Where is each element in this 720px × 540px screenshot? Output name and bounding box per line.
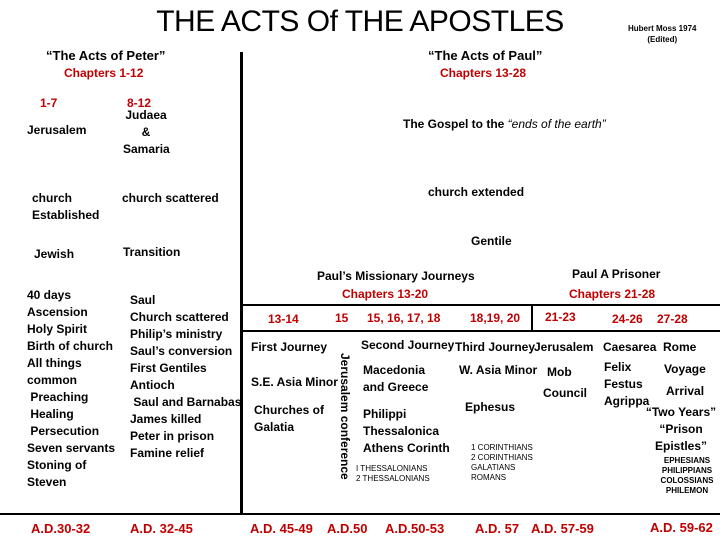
journeys-heading: Paul’s Missionary Journeys: [317, 269, 475, 283]
jerusalem-events: [27, 287, 115, 491]
event-item: common: [27, 373, 78, 387]
gospel-italic: “ends of the earth”: [507, 117, 606, 131]
third-journey-region: W. Asia Minor: [459, 363, 538, 377]
event-item: Ascension: [27, 305, 88, 319]
event-item: Stoning of: [27, 458, 87, 472]
event-item: Preaching: [27, 390, 89, 404]
peter-chapters: Chapters 1-12: [64, 66, 144, 80]
gospel-prefix: The Gospel to the: [403, 117, 508, 131]
event-item: Seven servants: [27, 441, 116, 455]
event-item: Saul and Barnabas: [130, 395, 242, 409]
first-journey-region: S.E. Asia Minor: [251, 375, 338, 389]
third-journey-city: Ephesus: [465, 400, 516, 414]
journeys-divider-ranges: [240, 330, 720, 332]
date-judaea: A.D. 32-45: [130, 521, 193, 536]
church-established: church Established: [32, 191, 100, 222]
date-jerusalem-caesarea: A.D. 57-59: [531, 521, 594, 536]
rome-title: Rome: [663, 340, 697, 354]
range-15-18: 15, 16, 17, 18: [367, 311, 441, 325]
event-item: Steven: [27, 475, 67, 489]
peter-heading: “The Acts of Peter”: [46, 48, 166, 63]
dates-divider: [0, 513, 720, 515]
event-item: Antioch: [130, 378, 175, 392]
date-conference: A.D.50: [327, 521, 368, 536]
church-extended: church extended: [428, 185, 525, 199]
judaea-events: [130, 292, 241, 462]
event-item: Birth of church: [27, 339, 113, 353]
date-first-journey: A.D. 45-49: [250, 521, 313, 536]
date-rome: A.D. 59-62: [650, 520, 713, 535]
range-13-14: 13-14: [268, 312, 299, 326]
range-18-20: 18,19, 20: [470, 311, 521, 325]
rome-arrival: Arrival: [666, 384, 705, 398]
page-title: THE ACTS Of THE APOSTLES: [156, 5, 564, 38]
peter-range-1: 1-7: [40, 96, 58, 110]
second-journey-cities: Philippi Thessalonica Athens Corinth: [363, 407, 450, 455]
event-item: Saul: [130, 293, 156, 307]
range-15: 15: [335, 311, 349, 325]
date-second-journey: A.D.50-53: [385, 521, 445, 536]
place-judaea-samaria: Judaea & Samaria: [123, 108, 170, 156]
author-credit: Hubert Moss 1974 (Edited): [628, 24, 697, 44]
event-item: Persecution: [27, 424, 100, 438]
event-item: Saul’s conversion: [130, 344, 233, 358]
people-transition: Transition: [123, 245, 181, 259]
journeys-divider-top: [240, 304, 720, 306]
prisoner-heading: Paul A Prisoner: [572, 267, 661, 281]
paul-chapters: Chapters 13-28: [440, 66, 527, 80]
event-item: Famine relief: [130, 446, 205, 460]
third-journey-title: Third Journey: [455, 340, 536, 354]
second-journey-region: Macedonia and Greece: [363, 363, 429, 394]
caesarea-people: Felix Festus Agrippa: [604, 360, 650, 408]
rome-voyage: Voyage: [664, 362, 706, 376]
caesarea-title: Caesarea: [603, 340, 657, 354]
event-item: 40 days: [27, 288, 72, 302]
second-journey-letters: I THESSALONIANS 2 THESSALONIANS: [356, 464, 430, 483]
prisoner-chapters: Chapters 21-28: [569, 287, 656, 301]
rome-letters: EPHESIANS PHILIPPIANS COLOSSIANS PHILEMON: [660, 456, 714, 495]
date-third-journey: A.D. 57: [475, 521, 520, 536]
people-gentile: Gentile: [471, 234, 512, 248]
jerusalem-conference: Jerusalem conference: [338, 353, 352, 480]
jerusalem-mob: Mob: [547, 365, 572, 379]
church-scattered: church scattered: [122, 191, 219, 205]
event-item: Philip’s ministry: [130, 327, 223, 341]
paul-heading: “The Acts of Paul”: [428, 48, 543, 63]
third-journey-letters: 1 CORINTHIANS 2 CORINTHIANS GALATIANS ROMANS: [471, 443, 533, 482]
second-journey-title: Second Journey: [361, 338, 455, 352]
event-item: James killed: [130, 412, 202, 426]
rome-prison-epistles: “Two Years” “Prison Epistles”: [645, 405, 717, 453]
jerusalem-council: Council: [543, 386, 587, 400]
gospel-line: [403, 116, 606, 133]
first-journey-title: First Journey: [251, 340, 328, 354]
event-item: All things: [27, 356, 82, 370]
people-jewish: Jewish: [34, 247, 75, 261]
range-27-28: 27-28: [657, 312, 688, 326]
peter-range-2: 8-12: [127, 96, 152, 110]
place-jerusalem: Jerusalem: [27, 123, 87, 137]
range-24-26: 24-26: [612, 312, 643, 326]
event-item: Holy Spirit: [27, 322, 88, 336]
event-item: Church scattered: [130, 310, 229, 324]
event-item: First Gentiles: [130, 361, 207, 375]
event-item: Healing: [27, 407, 74, 421]
journeys-chapters: Chapters 13-20: [342, 287, 429, 301]
event-item: Peter in prison: [130, 429, 215, 443]
prisoner-divider: [531, 304, 533, 331]
jerusalem-title: Jerusalem: [534, 340, 594, 354]
first-journey-churches: Churches of Galatia: [254, 403, 325, 434]
date-jerusalem: A.D.30-32: [31, 521, 91, 536]
range-21-23: 21-23: [545, 310, 576, 324]
